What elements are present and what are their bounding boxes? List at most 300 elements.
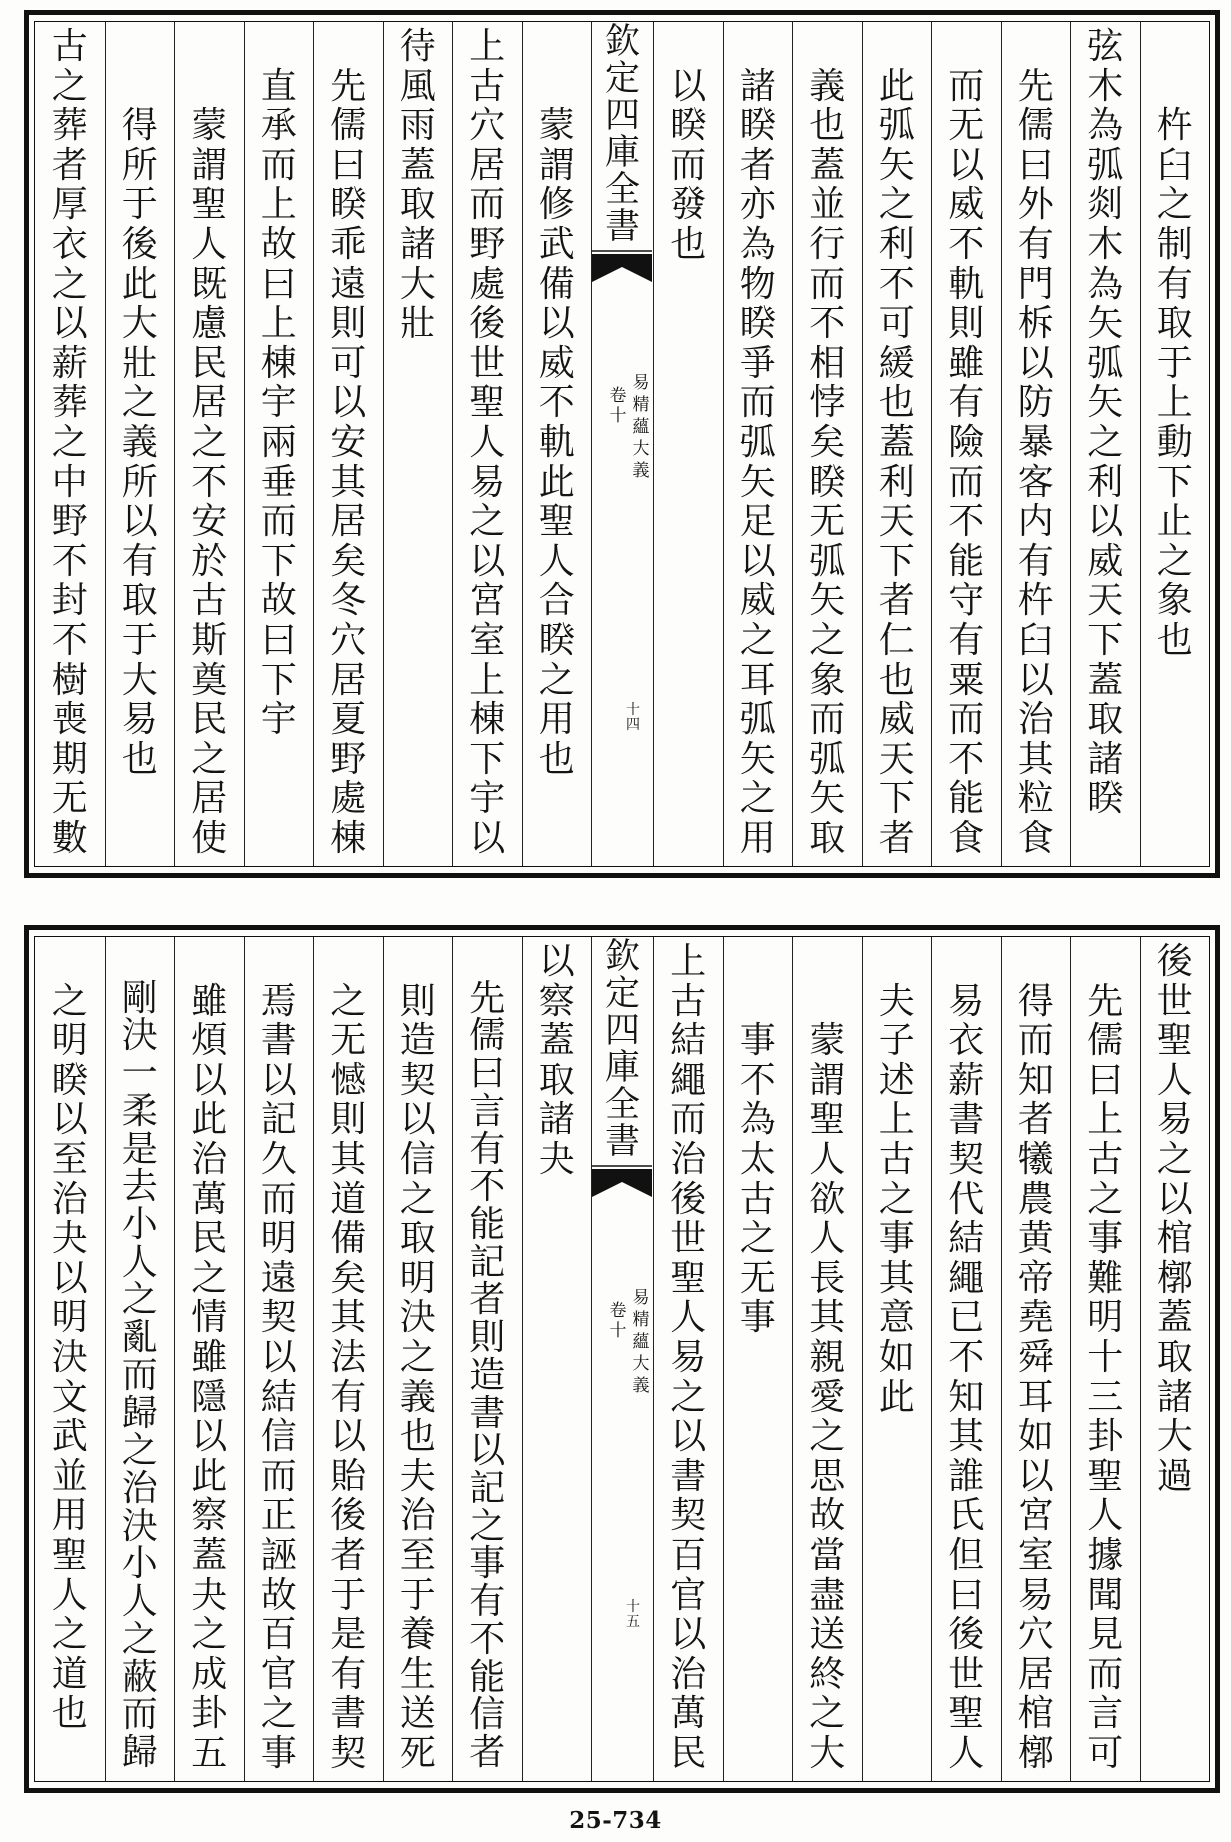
glyph: 待 — [399, 26, 436, 67]
glyph: 客 — [1017, 461, 1054, 503]
glyph: 耳 — [739, 659, 776, 701]
glyph: 有 — [121, 540, 158, 582]
glyph: 治 — [1017, 699, 1054, 741]
glyph: 而 — [948, 699, 985, 741]
glyph: 長 — [809, 1257, 846, 1299]
glyph: 弦 — [1087, 26, 1124, 67]
text-column — [862, 22, 932, 866]
glyph: 之 — [51, 980, 88, 1022]
glyph: 送 — [809, 1614, 846, 1656]
glyph: 古 — [191, 580, 228, 622]
glyph: 象 — [1156, 580, 1193, 622]
glyph: 萬 — [670, 1693, 707, 1735]
glyph: 其 — [330, 1139, 367, 1180]
glyph: 也 — [538, 738, 575, 780]
glyph: 柔 — [121, 1090, 158, 1132]
glyph: 能 — [469, 1656, 506, 1698]
glyph: 謂 — [538, 144, 575, 186]
glyph: 而 — [260, 1178, 297, 1220]
glyph: 而 — [121, 1694, 158, 1736]
glyph: 並 — [51, 1455, 88, 1497]
glyph: 書 — [948, 1099, 985, 1141]
glyph: 之 — [399, 1337, 436, 1378]
glyph: 穴 — [330, 620, 367, 661]
glyph: 記 — [469, 1468, 506, 1509]
glyph: 不 — [51, 620, 88, 661]
collection-title — [592, 937, 653, 1165]
glyph: 宇 — [469, 778, 506, 820]
glyph: 先 — [330, 65, 367, 107]
glyph: 取 — [538, 1059, 575, 1101]
glyph: 明 — [1087, 1297, 1124, 1339]
glyph: 大 — [121, 659, 158, 701]
glyph: 蒙 — [809, 1020, 846, 1062]
glyph: 直 — [260, 65, 297, 107]
glyph: 備 — [330, 1218, 367, 1260]
glyph: 發 — [670, 184, 707, 226]
glyph: 之 — [191, 1614, 228, 1656]
glyph: 聖 — [469, 382, 506, 424]
glyph: 曰 — [1017, 144, 1054, 186]
glyph: 信 — [260, 1416, 297, 1458]
book-title — [630, 372, 652, 492]
glyph: 于 — [121, 184, 158, 226]
glyph: 上 — [469, 659, 506, 701]
glyph: 難 — [1087, 1257, 1124, 1299]
glyph: 帝 — [1017, 1257, 1054, 1299]
glyph: 足 — [739, 501, 776, 543]
glyph: 民 — [191, 342, 228, 384]
text-column — [313, 937, 383, 1781]
glyph: 爭 — [739, 342, 776, 384]
glyph: 古 — [739, 1178, 776, 1220]
glyph: 取 — [121, 580, 158, 622]
glyph: 誣 — [260, 1535, 297, 1576]
glyph: 契 — [330, 1733, 367, 1774]
glyph: 聖 — [1087, 1455, 1124, 1497]
glyph: 之 — [51, 1614, 88, 1656]
glyph: 為 — [739, 1099, 776, 1141]
glyph: 厚 — [51, 184, 88, 226]
glyph: 剛 — [121, 977, 158, 1019]
glyph: 如 — [878, 1337, 915, 1378]
glyph: 軌 — [948, 263, 985, 305]
glyph: 黄 — [1017, 1218, 1054, 1260]
glyph: 而 — [739, 382, 776, 424]
glyph: 十 — [626, 1599, 640, 1615]
glyph: 下 — [260, 540, 297, 582]
glyph: 之 — [51, 263, 88, 305]
glyph: 治 — [670, 1653, 707, 1695]
glyph: 下 — [878, 540, 915, 582]
glyph: 而 — [469, 184, 506, 226]
glyph: 世 — [1156, 980, 1193, 1022]
glyph: 睽 — [330, 184, 367, 226]
glyph: 養 — [399, 1614, 436, 1656]
glyph: 睽 — [1087, 778, 1124, 820]
glyph: 卦 — [191, 1693, 228, 1735]
glyph: 之 — [1156, 184, 1193, 226]
glyph: 古 — [51, 26, 88, 67]
glyph: 者 — [878, 818, 915, 859]
glyph: 有 — [1017, 224, 1054, 265]
glyph: 緩 — [878, 342, 915, 384]
glyph: 曰 — [330, 144, 367, 186]
glyph: 不 — [809, 303, 846, 345]
glyph: 守 — [948, 580, 985, 622]
glyph: 義 — [632, 461, 650, 481]
glyph: 後 — [948, 1614, 985, 1656]
glyph: 取 — [809, 818, 846, 859]
glyph: 居 — [1017, 1653, 1054, 1695]
glyph: 蓋 — [878, 422, 915, 463]
glyph: 以 — [260, 1337, 297, 1378]
glyph: 矢 — [739, 461, 776, 503]
glyph: 也 — [1156, 620, 1193, 661]
glyph: 者 — [330, 1535, 367, 1576]
glyph: 之 — [739, 778, 776, 820]
glyph: 煩 — [191, 1020, 228, 1062]
glyph: 之 — [121, 382, 158, 424]
glyph: 威 — [538, 342, 575, 384]
glyph: 之 — [809, 1693, 846, 1735]
glyph: 久 — [260, 1139, 297, 1180]
glyph: 至 — [399, 1535, 436, 1576]
glyph: 也 — [670, 224, 707, 265]
glyph: 其 — [948, 1416, 985, 1458]
glyph: 室 — [1017, 1535, 1054, 1576]
glyph: 蓋 — [399, 144, 436, 186]
glyph: 欽 — [604, 22, 640, 62]
glyph: 悖 — [809, 382, 846, 424]
glyph: 安 — [191, 501, 228, 543]
glyph: 契 — [399, 1059, 436, 1101]
glyph: 事 — [469, 1543, 506, 1585]
glyph: 如 — [1017, 1416, 1054, 1458]
glyph: 睽 — [670, 105, 707, 147]
glyph: 官 — [670, 1574, 707, 1616]
glyph: 葬 — [51, 105, 88, 147]
glyph: 以 — [670, 1614, 707, 1656]
glyph: 書 — [670, 1455, 707, 1497]
glyph: 此 — [121, 263, 158, 305]
glyph: 之 — [121, 1430, 158, 1472]
glyph: 故 — [260, 224, 297, 265]
glyph: 決 — [399, 1297, 436, 1339]
glyph: 其 — [809, 1297, 846, 1339]
glyph: 者 — [739, 144, 776, 186]
glyph: 結 — [260, 1376, 297, 1418]
glyph: 其 — [878, 1257, 915, 1299]
glyph: 粟 — [948, 659, 985, 701]
glyph: 用 — [739, 818, 776, 859]
text-column — [931, 22, 1001, 866]
glyph: 下 — [260, 659, 297, 701]
glyph: 也 — [121, 738, 158, 780]
glyph: 有 — [330, 1653, 367, 1695]
glyph: 數 — [51, 818, 88, 859]
glyph: 四 — [626, 717, 640, 733]
glyph: 曰 — [948, 1574, 985, 1616]
glyph: 之 — [809, 620, 846, 661]
glyph: 其 — [330, 461, 367, 503]
glyph: 堯 — [1017, 1297, 1054, 1339]
glyph: 思 — [809, 1455, 846, 1497]
glyph: 是 — [121, 1128, 158, 1170]
glyph: 後 — [1156, 941, 1193, 982]
glyph: 萬 — [191, 1178, 228, 1220]
glyph: 室 — [469, 620, 506, 661]
glyph: 十 — [1087, 1337, 1124, 1378]
glyph: 之 — [399, 1178, 436, 1220]
glyph: 宇 — [260, 382, 297, 424]
glyph: 人 — [1156, 1059, 1193, 1101]
glyph: 臼 — [1017, 620, 1054, 661]
glyph: 先 — [1087, 980, 1124, 1022]
glyph: 而 — [809, 263, 846, 305]
glyph: 有 — [330, 1376, 367, 1418]
text-column — [522, 22, 592, 866]
text-column — [1070, 937, 1140, 1781]
glyph: 能 — [948, 778, 985, 820]
glyph: 已 — [948, 1297, 985, 1339]
glyph: 書 — [604, 207, 640, 247]
glyph: 睽 — [538, 620, 575, 661]
glyph: 言 — [1087, 1693, 1124, 1735]
glyph: 不 — [51, 540, 88, 582]
glyph: 矣 — [809, 422, 846, 463]
glyph: 木 — [1087, 224, 1124, 265]
glyph: 明 — [260, 1218, 297, 1260]
glyph: 為 — [1087, 263, 1124, 305]
text-column — [931, 937, 1001, 1781]
glyph: 知 — [1017, 1059, 1054, 1101]
glyph: 義 — [632, 1376, 650, 1396]
glyph: 人 — [1087, 1495, 1124, 1537]
glyph: 矢 — [878, 144, 915, 186]
glyph: 舜 — [1017, 1337, 1054, 1378]
glyph: 貽 — [330, 1455, 367, 1497]
glyph: 取 — [1156, 1337, 1193, 1378]
glyph: 柝 — [1017, 303, 1054, 345]
glyph: 棟 — [469, 699, 506, 741]
glyph: 相 — [809, 342, 846, 384]
glyph: 結 — [670, 1020, 707, 1062]
glyph: 修 — [538, 184, 575, 226]
glyph: 曰 — [260, 263, 297, 305]
glyph: 以 — [739, 540, 776, 582]
glyph: 也 — [809, 105, 846, 147]
text-column — [792, 22, 862, 866]
glyph: 儒 — [330, 105, 367, 147]
glyph: 一 — [121, 1053, 158, 1095]
glyph: 生 — [399, 1653, 436, 1695]
glyph: 謂 — [809, 1059, 846, 1101]
glyph: 明 — [51, 1297, 88, 1339]
glyph: 易 — [121, 699, 158, 741]
glyph: 睽 — [51, 1059, 88, 1101]
glyph: 者 — [469, 1732, 506, 1773]
glyph: 動 — [1156, 422, 1193, 463]
glyph: 治 — [670, 1139, 707, 1180]
glyph: 者 — [51, 144, 88, 186]
text-column — [174, 937, 244, 1781]
glyph: 所 — [121, 144, 158, 186]
glyph: 此 — [878, 1376, 915, 1418]
glyph: 之 — [739, 620, 776, 661]
leaf-number — [622, 1600, 644, 1632]
glyph: 之 — [1087, 422, 1124, 463]
glyph: 弧 — [739, 422, 776, 463]
glyph: 事 — [739, 1297, 776, 1339]
glyph: 野 — [51, 501, 88, 543]
glyph: 曰 — [1087, 1059, 1124, 1101]
glyph: 可 — [1087, 1733, 1124, 1774]
glyph: 无 — [739, 1257, 776, 1299]
glyph: 成 — [191, 1653, 228, 1695]
glyph: 下 — [1087, 620, 1124, 661]
glyph: 以 — [1087, 501, 1124, 543]
glyph: 以 — [330, 1416, 367, 1458]
glyph: 人 — [469, 422, 506, 463]
glyph: 薪 — [948, 1059, 985, 1101]
glyph: 棺 — [1156, 1218, 1193, 1260]
glyph: 古 — [670, 980, 707, 1022]
glyph: 期 — [51, 738, 88, 780]
glyph: 信 — [399, 1139, 436, 1180]
glyph: 大 — [632, 1354, 650, 1374]
glyph: 此 — [878, 65, 915, 107]
volume-label — [607, 1301, 629, 1345]
glyph: 上 — [260, 184, 297, 226]
glyph: 天 — [878, 501, 915, 543]
glyph: 易 — [1156, 1099, 1193, 1141]
glyph: 棺 — [1017, 1693, 1054, 1735]
leaf-frame — [35, 937, 1209, 1781]
center-fold-column — [591, 937, 653, 1781]
glyph: 封 — [51, 580, 88, 622]
glyph: 其 — [1017, 738, 1054, 780]
glyph: 象 — [809, 659, 846, 701]
text-column — [1001, 22, 1071, 866]
glyph: 无 — [51, 778, 88, 820]
glyph: 隱 — [191, 1376, 228, 1418]
glyph: 事 — [260, 1733, 297, 1774]
glyph: 夬 — [51, 1218, 88, 1260]
glyph: 治 — [191, 1139, 228, 1180]
text-column — [105, 937, 175, 1781]
glyph: 言 — [469, 1090, 506, 1132]
glyph: 上 — [469, 26, 506, 67]
glyph: 以 — [1156, 1178, 1193, 1220]
glyph: 意 — [878, 1297, 915, 1339]
glyph: 夬 — [538, 1139, 575, 1180]
glyph: 庫 — [604, 1048, 640, 1088]
glyph: 穴 — [469, 105, 506, 147]
glyph: 犧 — [1017, 1139, 1054, 1180]
glyph: 穴 — [1017, 1614, 1054, 1656]
glyph: 遠 — [330, 263, 367, 305]
glyph: 當 — [809, 1535, 846, 1576]
glyph: 棟 — [330, 818, 367, 859]
glyph: 得 — [121, 105, 158, 147]
glyph: 五 — [191, 1733, 228, 1774]
glyph: 蓋 — [538, 1020, 575, 1062]
glyph: 親 — [809, 1337, 846, 1378]
glyph: 以 — [121, 501, 158, 543]
glyph: 以 — [469, 1430, 506, 1472]
glyph: 而 — [948, 461, 985, 503]
glyph: 之 — [1156, 540, 1193, 582]
glyph: 決 — [121, 1015, 158, 1057]
glyph: 有 — [1017, 540, 1054, 582]
glyph: 槨 — [1017, 1733, 1054, 1774]
glyph: 野 — [330, 738, 367, 780]
glyph: 利 — [878, 224, 915, 265]
glyph: 死 — [399, 1733, 436, 1774]
glyph: 壯 — [121, 342, 158, 384]
glyph: 弧 — [739, 699, 776, 741]
glyph: 之 — [121, 1618, 158, 1660]
glyph: 以 — [51, 1099, 88, 1141]
glyph: 造 — [469, 1354, 506, 1396]
glyph: 槨 — [1156, 1257, 1193, 1299]
glyph: 天 — [878, 738, 915, 780]
glyph: 下 — [1156, 461, 1193, 503]
glyph: 也 — [878, 659, 915, 701]
text-column — [383, 22, 453, 866]
glyph: 不 — [469, 1618, 506, 1660]
glyph: 喪 — [51, 699, 88, 741]
text-column — [35, 22, 105, 866]
glyph: 之 — [51, 422, 88, 463]
glyph: 臼 — [1156, 144, 1193, 186]
glyph: 弧 — [809, 738, 846, 780]
upper-leaf — [24, 10, 1220, 878]
glyph: 四 — [604, 96, 640, 136]
glyph: 蓋 — [1156, 1297, 1193, 1339]
text-column — [244, 22, 314, 866]
glyph: 易 — [632, 1288, 650, 1308]
glyph: 聖 — [191, 184, 228, 226]
glyph: 使 — [191, 818, 228, 859]
text-column — [452, 937, 522, 1781]
glyph: 至 — [51, 1139, 88, 1180]
glyph: 暴 — [1017, 422, 1054, 463]
glyph: 治 — [51, 1178, 88, 1220]
text-column — [383, 937, 453, 1781]
glyph: 雨 — [399, 105, 436, 147]
glyph: 契 — [948, 1139, 985, 1180]
glyph: 盡 — [809, 1574, 846, 1616]
glyph: 卦 — [1087, 1416, 1124, 1458]
glyph: 蓋 — [1087, 659, 1124, 701]
glyph: 能 — [469, 1204, 506, 1245]
glyph: 契 — [260, 1297, 297, 1339]
glyph: 不 — [191, 461, 228, 503]
glyph: 曰 — [260, 620, 297, 661]
text-column — [792, 937, 862, 1781]
glyph: 世 — [948, 1653, 985, 1695]
glyph: 以 — [260, 1059, 297, 1101]
glyph: 安 — [330, 422, 367, 463]
glyph: 欲 — [809, 1178, 846, 1220]
glyph: 易 — [632, 373, 650, 393]
glyph: 而 — [1087, 1653, 1124, 1695]
glyph: 事 — [739, 1020, 776, 1062]
glyph: 世 — [469, 342, 506, 384]
glyph: 居 — [191, 382, 228, 424]
